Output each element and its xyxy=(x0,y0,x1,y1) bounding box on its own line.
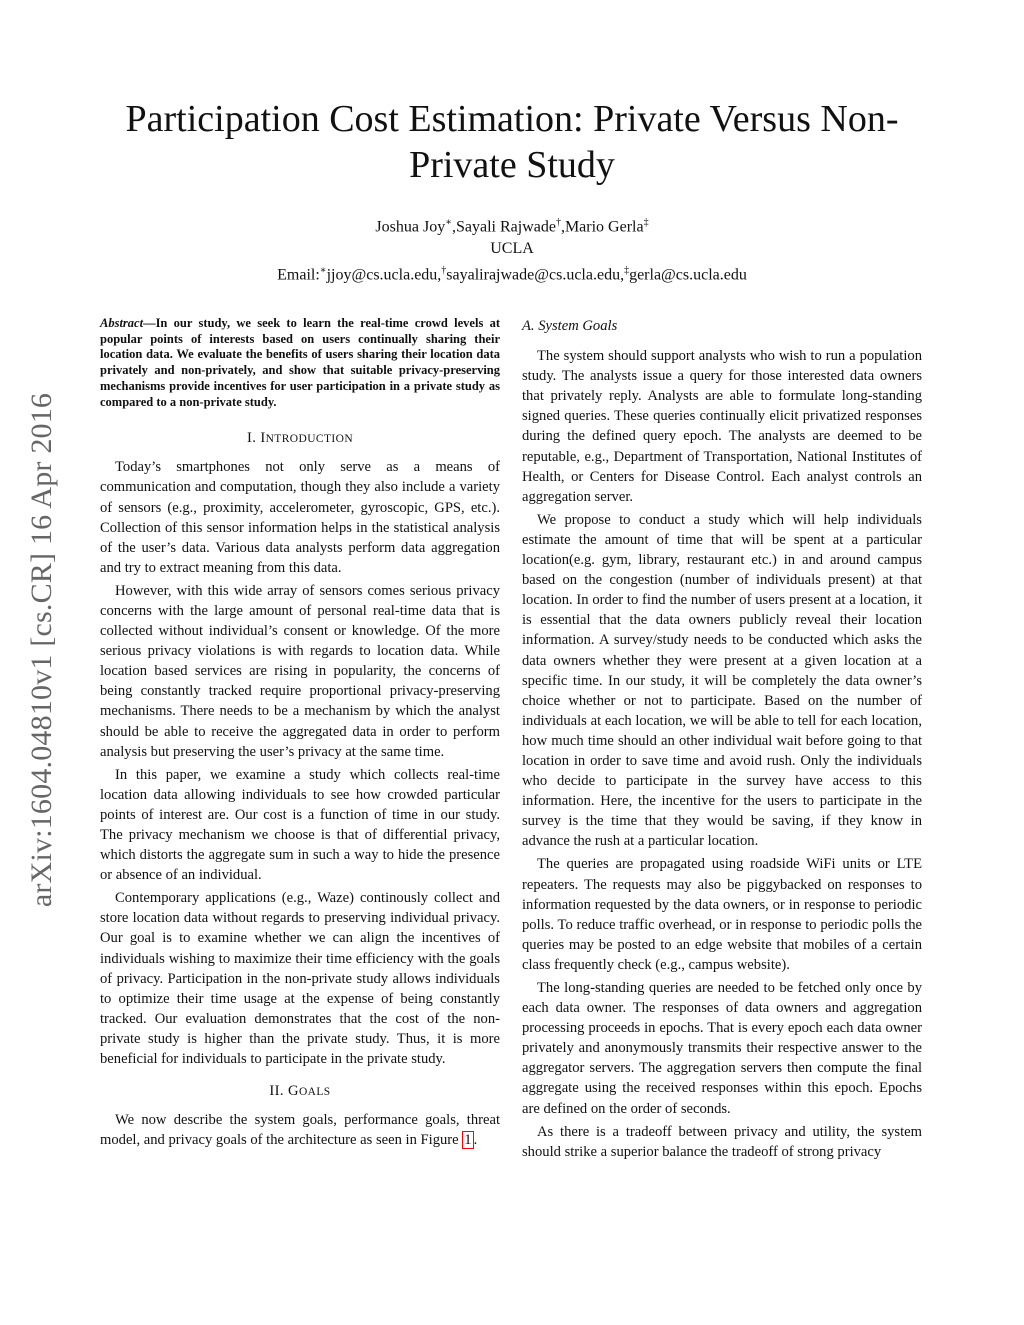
email-3: gerla@cs.ucla.edu xyxy=(629,266,747,284)
intro-paragraph: In this paper, we examine a study which collects real-time location data allowing individuals to see how crowded particular points of interest are. Our cost is a function of time in our study. The privacy mechanism we choose is that of differential privacy, which distorts the aggregate sum in such a way to hide the presence or absence of an individual. xyxy=(100,766,500,884)
email-2: sayalirajwade@cs.ucla.edu, xyxy=(446,266,625,284)
left-column xyxy=(100,316,500,1153)
system-goals-paragraph: The queries are propagated using roadside WiFi units or LTE repeaters. The requests may also be piggybacked on responses to information requested by the data owners, or in response to periodic polls. To reduce traffic overhead, or in response to periodic polls the queries may be posted to an edge website that mobiles of a certain class frequently check (e.g., campus website). xyxy=(522,856,922,973)
abstract xyxy=(100,316,500,410)
goals-text-pre: We now describe the system goals, performance goals, threat model, and privacy goals of the architecture as seen in Figure xyxy=(100,1112,500,1149)
paper-title: Participation Cost Estimation: Private Versus Non-Private Study xyxy=(125,98,899,186)
arxiv-identifier-stamp xyxy=(22,350,62,950)
abstract-text: —In our study, we seek to learn the real-time crowd levels at popular points of interests based on users continually sharing their location data. We evaluate the benefits of users sharing their location data privately and non-privately, and show that suitable privacy-preserving mechanisms provide incentives for user participation in a private study as compared to a non-private study. xyxy=(100,316,500,409)
author-1-mark: ∗ xyxy=(445,217,452,228)
author-affiliation: UCLA xyxy=(490,240,534,258)
email-1: jjoy@cs.ucla.edu, xyxy=(326,266,442,284)
author-block xyxy=(100,212,924,287)
email-2-mark: † xyxy=(441,265,447,277)
intro-heading-first: I xyxy=(260,430,266,447)
author-3-mark: ‡ xyxy=(643,217,649,228)
abstract-label: Abstract xyxy=(100,316,144,330)
system-goals-paragraph: As there is a tradeoff between privacy and utility, the system should strike a superior balance the tradeoff of strong privacy xyxy=(522,1123,922,1160)
author-1: Joshua Joy xyxy=(375,218,446,236)
email-3-mark: ‡ xyxy=(624,265,630,277)
intro-paragraph: Today’s smartphones not only serve as a means of communication and computation, though they also include a variety of sensors (e.g., proximity, accelerometer, gyroscopic, GPS, etc.). Collection of this sensor information helps in the statistical analysis of the user’s data. Various data analysts perform data aggregation and try to extract meaning from this data. xyxy=(100,459,500,576)
author-2-mark: † xyxy=(555,217,561,228)
arxiv-identifier-text: arXiv:1604.04810v1 [cs.CR] 16 Apr 2016 xyxy=(25,392,58,908)
goals-paragraph xyxy=(100,1110,500,1150)
right-column xyxy=(522,316,922,1165)
goals-text-post: . xyxy=(473,1132,478,1149)
email-prefix: Email: xyxy=(277,266,320,284)
subsection-heading-system-goals: A. System Goals xyxy=(522,318,618,334)
intro-heading-rest: NTRODUCTION xyxy=(265,433,354,446)
system-goals-paragraph: The long-standing queries are needed to be fetched only once by each data owner. The responses of data owners and aggregation processing proceeds in epochs. That is every epoch each data owner privately and anonymously transmits their respective answer to the aggregator servers. The aggregation servers then compute the final aggregate using the received responses within this epoch. Epochs are defined on the order of seconds. xyxy=(522,980,922,1117)
goals-heading-first: G xyxy=(288,1083,299,1100)
email-1-mark: ∗ xyxy=(319,265,327,277)
author-2: ,Sayali Rajwade xyxy=(451,218,556,236)
section-heading-goals xyxy=(100,1081,500,1102)
intro-paragraph: However, with this wide array of sensors comes serious privacy concerns with the large amount of personal real-time data that is collected without individual’s consent or knowledge. Of the more serious privacy violations is with regards to location data. While location based services are rising in popularity, the concerns of being constantly tracked require proportional privacy-preserving mechanisms. There needs to be a mechanism by which the analyst should be able to receive the aggregated data in order to perform analysis but preserving the user’s privacy at the same time. xyxy=(100,582,500,760)
author-emails xyxy=(100,260,924,286)
system-goals-paragraph: We propose to conduct a study which will help individuals estimate the amount of time that will be spent at a particular location(e.g. gym, library, restaurant etc.) in and around campus based on the congestion (number of individuals present) at that location. In order to find the number of users present at a location, it is essential that the data owners publicly reveal their location information. A survey/study needs to be conducted which asks the data owners whether they were present at a given location at a specific time. In our study, it will be completely the data owner’s choice whether or not to participate. Based on the number of individuals at each location, we will be able to tell for each location, how much time should an other individual wait before going to that location in order to save time and avoid rush. Only the individuals who decide to participate in the survey have access to this information. Here, the incentive for the users to participate in the survey is the time that they would be saving, if they know in advance the rush at a particular location. xyxy=(522,511,922,850)
intro-numeral: I. xyxy=(246,430,261,447)
author-3: ,Mario Gerla xyxy=(560,218,644,236)
intro-paragraph: Contemporary applications (e.g., Waze) continously collect and store location data without regards to preserving individual privacy. Our goal is to examine whether we can align the incentives of individuals wishing to maximize their time efficiency with the goals of privacy. Participation in the non-private study allows individuals to optimize their time usage at the expense of being constantly tracked. Our evaluation demonstrates that the cost of the non-private study is higher than the private study. Thus, it is more beneficial for individuals to participate in the private study. xyxy=(100,890,500,1068)
figure-1-link[interactable]: 1 xyxy=(464,1132,472,1149)
goals-heading-rest: OALS xyxy=(298,1086,331,1099)
system-goals-paragraph: The system should support analysts who wish to run a population study. The analysts issue a query for those interested data owners that privately reply. Analysts are able to formulate long-standing signed queries. These queries continually elicit privatized responses during the defined query epoch. The analysts are deemed to be reputable, e.g., Department of Transportation, National Institutes of Health, or Centers for Disease Control. Each analyst controls an aggregation server. xyxy=(522,348,922,505)
goals-numeral: II. xyxy=(269,1083,289,1100)
author-names xyxy=(100,212,924,238)
section-heading-introduction xyxy=(100,428,500,449)
